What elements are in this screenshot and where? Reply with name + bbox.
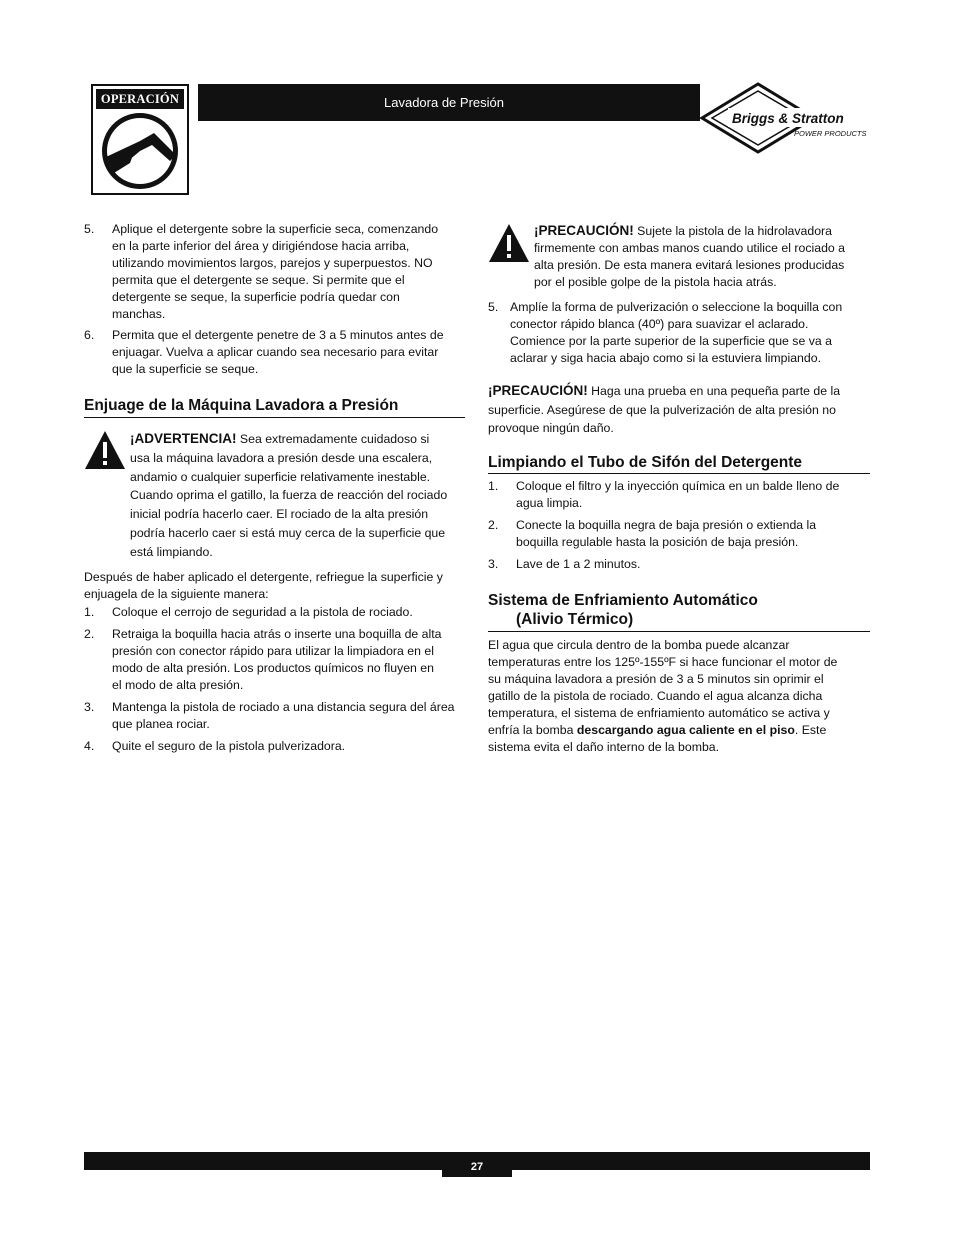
header-title: Lavadora de Presión — [384, 95, 504, 110]
caution-label: ¡PRECAUCIÓN! — [488, 383, 588, 398]
section-heading: Enjuage de la Máquina Lavadora a Presión — [84, 397, 399, 414]
caution-triangle-icon — [488, 223, 530, 263]
section-heading: Sistema de Enfriamiento Automático (Alivio Térmico) — [488, 592, 758, 628]
left-column: 5. Aplique el detergente sobre la superficie seca, comenzando en la parte inferior del área y dirigiéndose hacia arriba, utilizando movimientos largos, parejos y superpuestos. NO permita que el detergente se seque. Si permite que el detergente se seque, la superficie podría quedar con manchas. 6. Permita que el detergente penetre de 3 a 5 minutos antes de enjuagar. Vuelva a aplicar cuando sea necesario para evitar que la superficie se seque. Enjuage de la Máquina Lavadora a Presión ¡ADVERTENCIA! Sea extremadamente cuidadoso si usa la máquina lavadora a presión desde una escalera, andamio o cualquier superficie relativamente inestable. Cuando oprima el gatillo, la fuerza de reacción del rociado inicial podría hacerlo caer. El rociado de la alta presión podría hacerlo caer si está muy cerca de la superficie que está limpiando. Después de haber aplicado el detergente, refriegue la superficie y enjuagela de la siguiente manera: 1. Coloque el cerrojo de seguridad a la pistola de rociado. 2. Retraiga la boquilla hacia atrás o inserte una boquilla de alta presión con conector rápido para utilizar la limpiadora en el modo de alta presión. Los productos químicos no fluyen en el modo de alta presión. 3. Mantenga la pistola de rociado a una distancia segura del área que planea rociar. 4. Quite el seguro de la pistola pulverizadora. — [84, 0, 466, 1235]
page-number: 27 — [442, 1152, 512, 1177]
section-heading: Limpiando el Tubo de Sifón del Detergente — [488, 454, 803, 471]
right-column: ¡PRECAUCIÓN! Sujete la pistola de la hidrolavadora firmemente con ambas manos cuando utilice el rociado a alta presión. De esta manera evitará lesiones producidas por el posible golpe de la pistola hacia atrás. 5. Amplíe la forma de pulverización o seleccione la boquilla con conector rápido blanca (40º) para suavizar el aclarado. Comience por la parte superior de la superficie que se va a aclarar y siga hacia abajo como si la estuviera limpiando. ¡PRECAUCIÓN! Haga una prueba en una pequeña parte de la superficie. Asegúrese de que la pulverización de alta presión no provoque ningún daño. Limpiando el Tubo de Sifón del Detergente 1. Coloque el filtro y la inyección química en un balde lleno de agua limpia. 2. Conecte la boquilla negra de baja presión o extienda la boquilla regulable hasta la posición de baja presión. 3. Lave de 1 a 2 minutos. Sistema de Enfriamiento Automático (Alivio Térmico) El agua que circula dentro de la bomba puede alcanzar temperaturas entre los 125º-155ºF si hace funcionar el motor de su máquina lavadora a presión de 3 a 5 minutos sin oprimir el gatillo de la pistola de rociado. Cuando el agua alcanza dicha temperatura, el sistema de enfriamiento automático se activa y enfría la bomba descargando agua caliente en el piso. Este sistema evita el daño interno de la bomba. — [488, 0, 870, 1235]
caution-text: ¡PRECAUCIÓN! Sujete la pistola de la hidrolavadora firmemente con ambas manos cuando utilice el rociado a alta presión. De esta manera evitará lesiones producidas por el posible golpe de la pistola hacia atrás. — [534, 223, 846, 289]
section-badge-title: OPERACIÓN — [96, 89, 184, 109]
heading-rule — [488, 473, 870, 474]
brand-sub: POWER PRODUCTS — [794, 129, 867, 138]
heading-rule — [84, 417, 465, 418]
rinse-intro: Después de haber aplicado el detergente, refriegue la superficie y enjuagela de la siguiente manera: — [84, 570, 443, 601]
heading-rule — [488, 631, 870, 632]
warning-text: ¡ADVERTENCIA! Sea extremadamente cuidadoso si usa la máquina lavadora a presión desde una escalera, andamio o cualquier superficie relativamente inestable. Cuando oprima el gatillo, la fuerza de reacción del rociado inicial podría hacerlo caer. El rociado de la alta presión podría hacerlo caer si está muy cerca de la superficie que está limpiando. — [130, 431, 448, 559]
warning-label: ¡ADVERTENCIA! — [130, 431, 237, 446]
warning-triangle-icon — [84, 430, 126, 470]
cooling-paragraph: El agua que circula dentro de la bomba puede alcanzar temperaturas entre los 125º-155ºF si hace funcionar el motor de su máquina lavadora a presión de 3 a 5 minutos sin oprimir el gatillo de la pistola de rociado. Cuando el agua alcanza dicha temperatura, el sistema de enfriamiento automático se activa y enfría la bomba descargando agua caliente en el piso. Este sistema evita el daño interno de la bomba. — [488, 638, 838, 754]
brand-name: Briggs & Stratton — [732, 111, 844, 126]
caution-text: ¡PRECAUCIÓN! Haga una prueba en una pequeña parte de la superficie. Asegúrese de que la pulverización de alta presión no provoque ningún daño. — [488, 383, 841, 435]
caution-label: ¡PRECAUCIÓN! — [534, 223, 634, 238]
